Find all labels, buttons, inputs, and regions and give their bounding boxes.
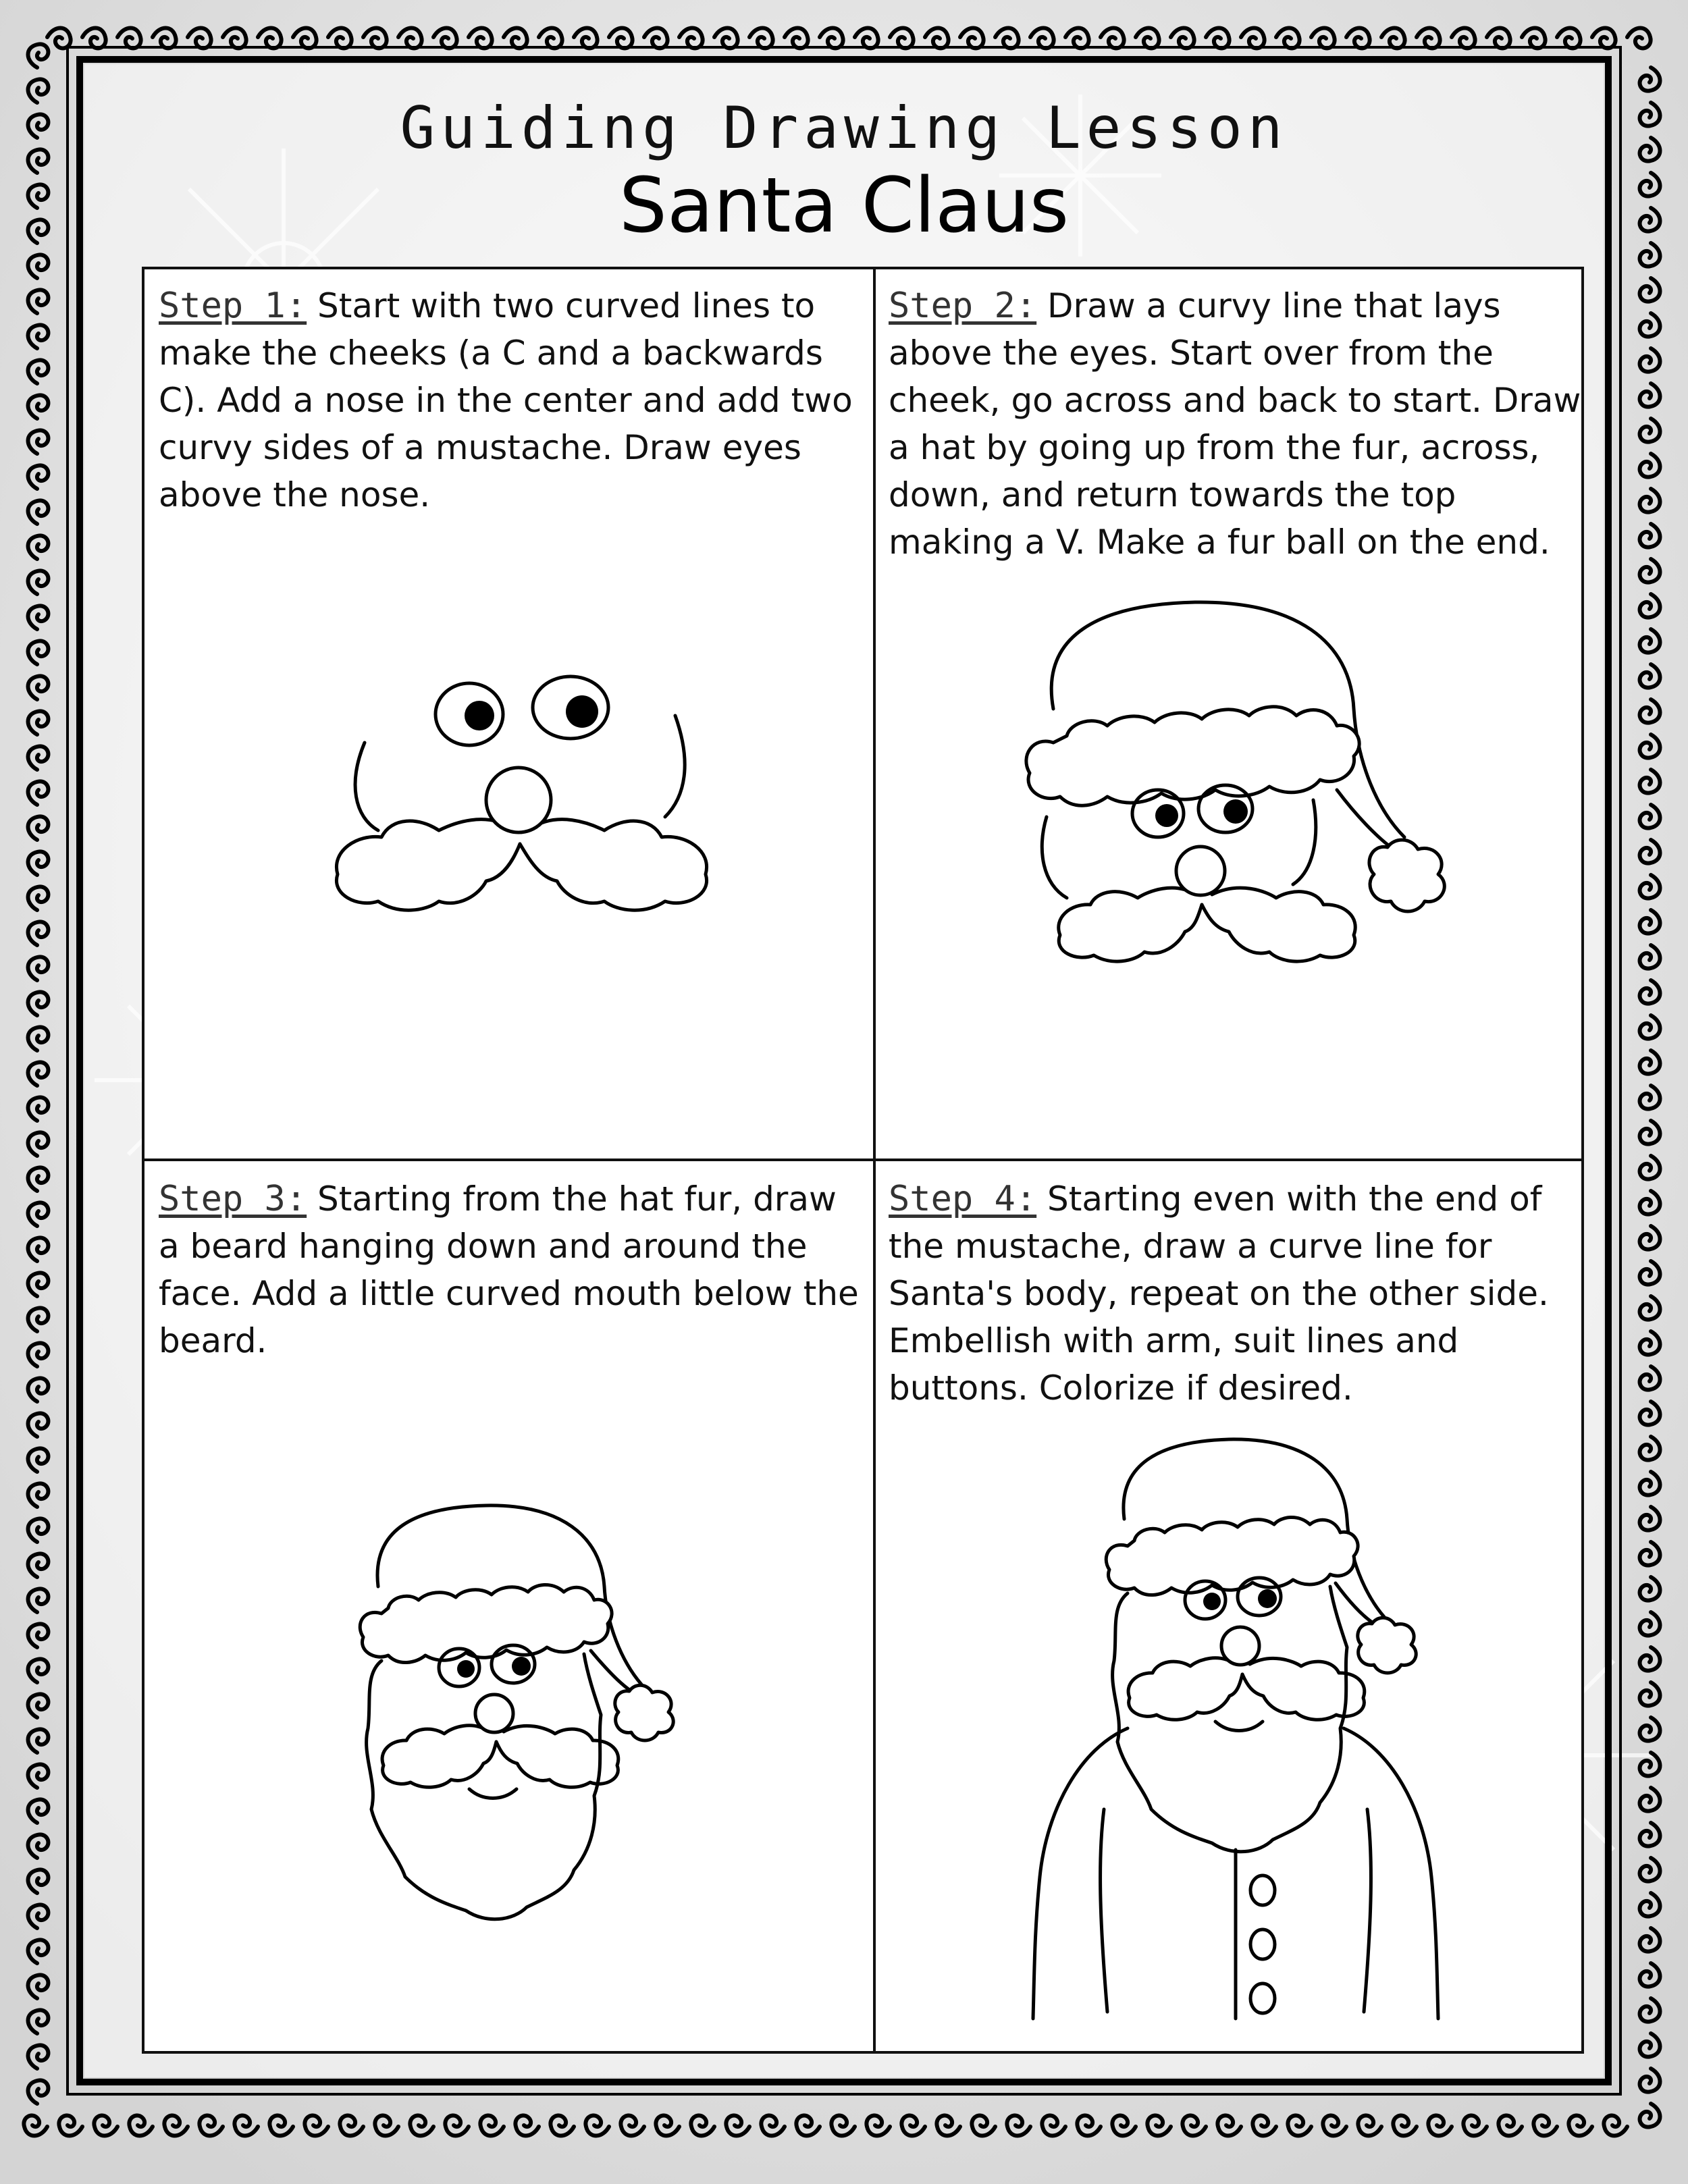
border-swirl [28,1518,49,1542]
border-swirl [1640,1963,1660,1987]
border-swirl [1311,28,1335,49]
border-swirl [1640,2069,1660,2092]
border-swirl [28,1027,49,1050]
santa-step2-drawing-icon [1013,594,1485,979]
border-swirl [1640,1156,1660,1179]
border-swirl [340,2116,363,2136]
border-swirl [691,2116,714,2136]
border-swirl [28,1343,49,1366]
border-swirl [749,28,773,49]
border-swirl [28,1483,49,1507]
border-swirl [1288,2116,1311,2136]
border-swirl [94,2116,117,2136]
border-swirl [1136,28,1159,49]
border-swirl [28,1132,49,1156]
border-swirl [188,28,211,49]
border-swirl [1640,1998,1660,2022]
border-swirl [28,851,49,875]
border-swirl [398,28,422,49]
border-swirl [28,1273,49,1296]
border-swirl [1640,664,1660,688]
border-swirl [609,28,633,49]
border-swirl [1030,28,1054,49]
border-swirl [258,28,282,49]
border-swirl [269,2116,293,2136]
border-swirl [855,28,878,49]
border-swirl [1640,1788,1660,1811]
border-swirl [234,2116,258,2136]
border-swirl [28,465,49,489]
lesson-title: Santa Claus [618,162,1070,250]
step-3-label: Step 3: [159,1179,307,1219]
border-swirl [656,2116,679,2136]
border-swirl [28,1799,49,1823]
border-swirl [164,2116,188,2136]
border-swirl [28,1202,49,1226]
border-swirl [28,1167,49,1191]
border-swirl [1640,1823,1660,1846]
border-swirl [726,2116,749,2136]
border-swirl [28,1940,49,1963]
border-swirl [1640,1050,1660,1074]
border-swirl [1533,2116,1557,2136]
border-swirl [866,2116,890,2136]
border-swirl [28,606,49,629]
step-3-instructions: Starting from the hat fur, draw a beard hanging down and around the face. Add a little curved mouth below the beard. [159,1179,859,1360]
border-swirl [1640,489,1660,512]
border-swirl [82,28,106,49]
border-swirl [1182,2116,1206,2136]
step-1-label: Step 1: [159,286,307,326]
border-swirl [1568,2116,1592,2136]
border-swirl [375,2116,398,2136]
border-swirl [24,2116,47,2136]
step-1-text [159,282,861,518]
border-swirl [28,886,49,910]
border-swirl [28,992,49,1015]
border-swirl [28,1764,49,1788]
border-swirl [28,1448,49,1472]
border-swirl [28,255,49,278]
border-swirl [1381,28,1405,49]
border-swirl [28,1413,49,1437]
border-swirl [1323,2116,1346,2136]
border-swirl [1640,1296,1660,1320]
border-swirl [550,2116,574,2136]
step-2-instructions: Draw a curvy line that lays above the eyes. Start over from the cheek, go across and back to start. Draw a hat by going up from the fur, across, down, and return towards the top making a V. Make a fur ball on the end. [889,286,1581,562]
border-swirl [1640,1647,1660,1671]
border-swirl [995,28,1019,49]
step-2-label: Step 2: [889,286,1037,326]
step-3-text [159,1175,861,1364]
border-swirl [1640,68,1660,91]
border-swirl [28,1729,49,1753]
border-swirl [644,28,668,49]
border-swirl [28,1659,49,1682]
border-swirl [1640,1717,1660,1741]
santa-step3-drawing-icon [351,1499,702,1931]
border-swirl [1640,524,1660,548]
border-swirl [28,1237,49,1261]
border-swirl [28,1553,49,1577]
border-swirl [28,44,49,68]
border-swirl [1640,1437,1660,1460]
border-swirl [480,2116,504,2136]
border-swirl [28,1694,49,1717]
border-swirl [1640,278,1660,302]
border-swirl [1640,699,1660,723]
border-swirl [28,957,49,980]
border-swirl [761,2116,785,2136]
santa-step4-drawing-icon [1013,1431,1526,2025]
border-swirl [28,1589,49,1612]
border-swirl [1358,2116,1381,2136]
border-swirl [1640,875,1660,899]
border-swirl [28,641,49,664]
border-swirl [574,28,598,49]
border-swirl [28,290,49,313]
border-swirl [1346,28,1370,49]
border-swirl [28,676,49,699]
border-swirl [1640,1366,1660,1390]
border-swirl [1640,594,1660,618]
border-swirl [796,2116,820,2136]
step-4-instructions: Starting even with the end of the mustache, draw a curve line for Santa's body, repeat on the other side. Embellish with arm, suit lines and buttons. Colorize if desired. [889,1179,1549,1408]
border-swirl [1498,2116,1522,2136]
border-swirl [1640,1086,1660,1109]
border-swirl [28,325,49,348]
border-swirl [28,1834,49,1858]
border-swirl [28,2010,49,2033]
border-swirl [1640,454,1660,477]
border-swirl [1007,2116,1030,2136]
border-swirl [1487,28,1510,49]
border-swirl [28,1308,49,1331]
border-swirl [1640,1612,1660,1636]
border-swirl [1640,383,1660,407]
border-swirl [1206,28,1230,49]
grid-divider-horizontal [142,1158,1584,1161]
border-swirl [1393,2116,1417,2136]
border-swirl [1276,28,1300,49]
border-swirl [1640,1507,1660,1530]
border-swirl [1640,945,1660,969]
border-swirl [363,28,387,49]
border-swirl [1640,629,1660,653]
border-swirl [1640,1893,1660,1917]
border-swirl [1417,28,1440,49]
santa-step1-drawing-icon [317,662,722,918]
border-swirl [901,2116,925,2136]
border-swirl [28,1869,49,1893]
border-swirl [1112,2116,1136,2136]
border-swirl [28,2080,49,2104]
border-swirl [1640,1753,1660,1776]
border-swirl [1640,2104,1660,2127]
border-swirl [1452,28,1475,49]
border-swirl [28,1624,49,1647]
step-2-text [889,282,1591,566]
border-swirl [1217,2116,1241,2136]
border-swirl [1640,1472,1660,1495]
border-swirl [890,28,914,49]
step-1-instructions: Start with two curved lines to make the cheeks (a C and a backwards C). Add a nose in the center and add two curvy sides of a mustache. Draw eyes above the nose. [159,286,853,514]
border-swirl [1101,28,1124,49]
border-swirl [1640,1682,1660,1706]
step-4-label: Step 4: [889,1179,1037,1219]
border-swirl [28,1062,49,1086]
border-swirl [1640,419,1660,442]
border-swirl [47,28,71,49]
border-swirl [1640,559,1660,583]
lesson-subtitle: Guiding Drawing Lesson [400,95,1288,162]
border-swirl [937,2116,960,2136]
border-swirl [679,28,703,49]
border-swirl [1640,770,1660,793]
border-swirl [117,28,141,49]
border-swirl [1241,28,1265,49]
border-swirl [1557,28,1581,49]
border-swirl [1640,348,1660,372]
border-swirl [469,28,492,49]
border-swirl [28,1975,49,1998]
border-swirl [328,28,352,49]
border-swirl [28,1378,49,1402]
border-swirl [1640,980,1660,1004]
border-swirl [1042,2116,1065,2136]
border-swirl [1147,2116,1171,2136]
border-swirl [504,28,527,49]
border-swirl [1252,2116,1276,2136]
border-swirl [1640,805,1660,828]
border-swirl [1640,910,1660,934]
border-swirl [1592,28,1616,49]
border-swirl [153,28,176,49]
border-swirl [445,2116,469,2136]
border-swirl [59,2116,82,2136]
border-swirl [1640,1121,1660,1144]
border-swirl [1640,1577,1660,1601]
border-swirl [223,28,246,49]
border-swirl [1640,1331,1660,1355]
border-swirl [714,28,738,49]
border-swirl [433,28,457,49]
border-swirl [1640,2033,1660,2057]
border-swirl [1640,313,1660,337]
border-swirl [1171,28,1194,49]
border-swirl [1640,1542,1660,1566]
border-swirl [28,2045,49,2069]
border-swirl [1604,2116,1627,2136]
border-swirl [28,1097,49,1121]
border-swirl [28,570,49,594]
border-swirl [1640,735,1660,758]
border-swirl [129,2116,153,2136]
border-swirl [28,500,49,524]
border-swirl [831,2116,855,2136]
border-swirl [1463,2116,1487,2136]
border-swirl [621,2116,644,2136]
border-swirl [28,746,49,770]
border-swirl [410,2116,433,2136]
border-swirl [1522,28,1546,49]
border-swirl [28,360,49,383]
border-swirl [539,28,562,49]
step-4-text [889,1175,1591,1412]
border-swirl [28,816,49,840]
border-swirl [28,922,49,945]
border-swirl [305,2116,328,2136]
border-swirl [960,28,984,49]
border-swirl [28,781,49,805]
border-swirl [28,430,49,454]
border-swirl [1640,1402,1660,1425]
border-swirl [785,28,808,49]
border-swirl [199,2116,223,2136]
border-swirl [820,28,843,49]
border-swirl [1065,28,1089,49]
border-swirl [28,395,49,419]
border-swirl [1428,2116,1452,2136]
border-swirl [293,28,317,49]
border-swirl [1640,1015,1660,1039]
border-swirl [585,2116,609,2136]
border-swirl [1077,2116,1101,2136]
border-swirl [1640,1858,1660,1882]
border-swirl [1640,1226,1660,1250]
border-swirl [972,2116,995,2136]
border-swirl [1640,840,1660,863]
border-swirl [28,1905,49,1928]
border-swirl [925,28,949,49]
border-swirl [28,711,49,735]
border-swirl [28,535,49,559]
border-swirl [1627,28,1651,49]
border-swirl [515,2116,539,2136]
border-swirl [1640,1928,1660,1952]
border-swirl [1640,1191,1660,1215]
border-swirl [1640,1261,1660,1285]
